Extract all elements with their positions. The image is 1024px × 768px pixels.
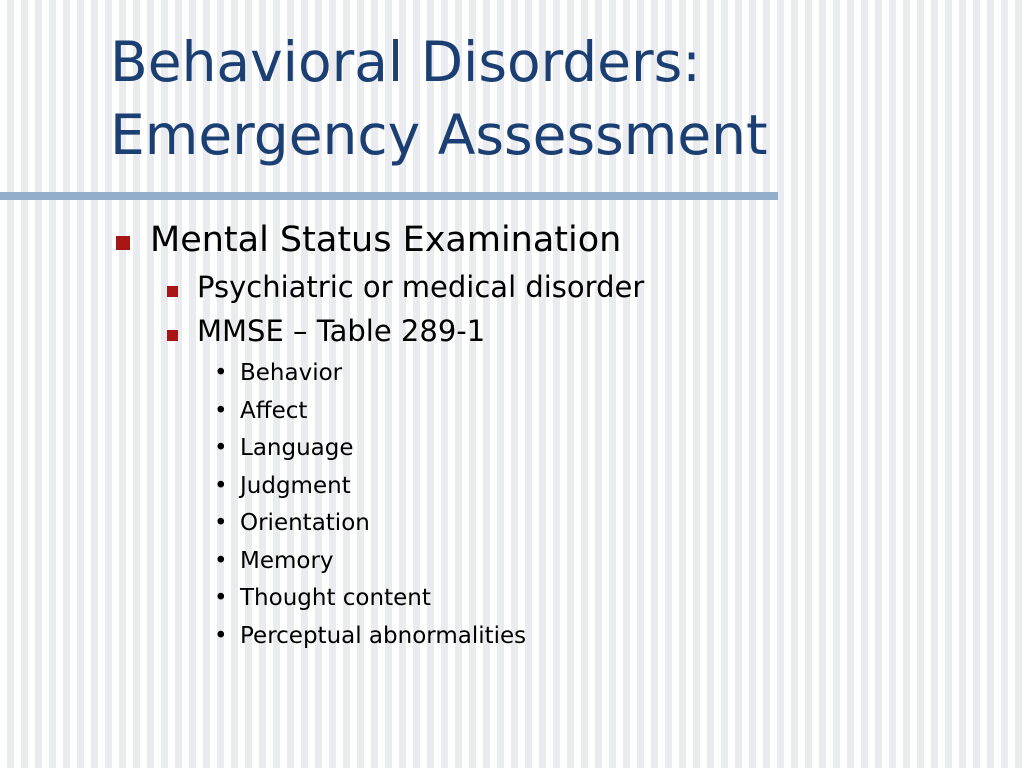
square-bullet-icon (116, 236, 130, 250)
bullet-level3-item (214, 546, 334, 576)
dot-bullet-icon: • (214, 397, 228, 424)
bullet-level3-item (214, 621, 526, 651)
title-divider (0, 192, 778, 200)
bullet-level3-text: Orientation (240, 510, 370, 536)
bullet-level3-item (214, 471, 351, 501)
slide-title-line-2: Emergency Assessment (110, 103, 768, 167)
dot-bullet-icon: • (214, 510, 228, 536)
dot-bullet-icon: • (214, 472, 228, 499)
dot-bullet-icon: • (214, 547, 228, 574)
square-bullet-icon (167, 286, 178, 297)
bullet-level3-item (214, 508, 370, 538)
bullet-level3-item (214, 583, 431, 613)
dot-bullet-icon: • (214, 585, 228, 611)
bullet-level3-item (214, 396, 307, 426)
bullet-level2-item: Psychiatric or medical disorder (197, 270, 645, 304)
slide-title (110, 26, 990, 172)
bullet-level2-item: MMSE – Table 289-1 (197, 314, 486, 348)
bullet-level3-text: Judgment (240, 472, 351, 499)
dot-bullet-icon: • (214, 622, 228, 649)
bullet-level3-text: Memory (240, 547, 334, 574)
bullet-level3-text: Language (240, 435, 354, 461)
bullet-level3-text: Affect (240, 397, 308, 424)
bullet-level3-text: Behavior (240, 360, 343, 386)
square-bullet-icon (167, 330, 178, 341)
bullet-level3-item (214, 358, 342, 388)
bullet-level3-text: Thought content (240, 585, 431, 611)
bullet-level3-item (214, 433, 354, 463)
bullet-level1-item: Mental Status Examination (150, 220, 622, 260)
bullet-level3-text: Perceptual abnormalities (240, 622, 527, 649)
dot-bullet-icon: • (214, 360, 228, 386)
slide-title-line-1: Behavioral Disorders: (110, 30, 701, 94)
dot-bullet-icon: • (214, 435, 228, 461)
